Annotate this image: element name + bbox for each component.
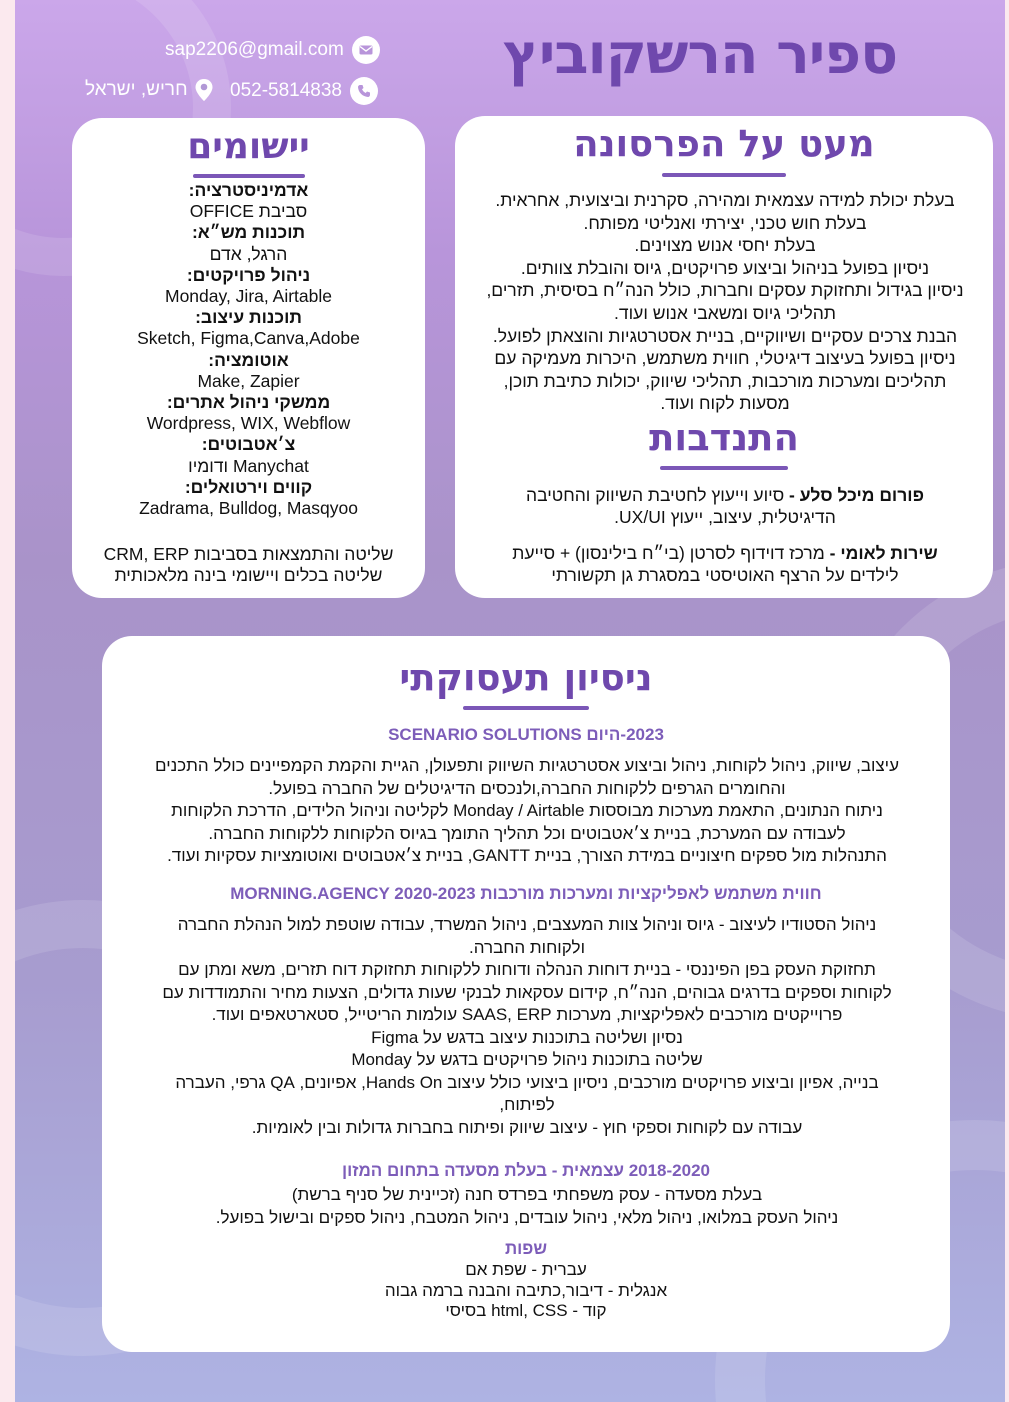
- about-title: מעט על הפרסונה: [573, 122, 875, 165]
- phone-icon: [350, 77, 378, 105]
- about-line: בעלת חוש טכני, יצירתי ואנליטי מפותח.: [583, 212, 867, 233]
- job-heading: חווית משתמש לאפליקציות ומערכות מורכבות MORNING.AGENCY 2020-2023: [230, 884, 822, 903]
- job-line: ניהול הסטודיו לעיצוב - גיוס וניהול צוות המעצבים, ניהול המשרד, עבודה שוטפת למול הנהלת החברה: [177, 915, 877, 934]
- email-contact[interactable]: [165, 36, 380, 64]
- language-line: אנגלית - דיבור,כתיבה והבנה ברמה גבוה: [384, 1280, 668, 1300]
- about-text: [465, 189, 985, 415]
- applications-list: [72, 180, 425, 519]
- languages-list: [102, 1260, 950, 1322]
- about-line: ניסיון בגידול ותחזוקת עסקים וחברות, כולל הנה״ח בסיסית, תזרים,: [486, 280, 964, 301]
- volunteering-separator: -: [784, 485, 800, 505]
- job-description: [132, 755, 922, 868]
- volunteering-desc: לילדים על הרצף האוטיסטי במסגרת גן תקשורתי: [551, 565, 899, 585]
- apps-group-value: סביבת OFFICE: [189, 201, 308, 222]
- applications-card: [72, 118, 425, 598]
- about-line: בעלת יכולת למידה עצמאית ומהירה, סקרנית וביצועית, אחראית.: [495, 190, 955, 210]
- apps-group-value: הרגל, אדם: [209, 243, 288, 264]
- experience-title: ניסיון תעסוקתי: [399, 656, 653, 699]
- job-description: [132, 1184, 922, 1229]
- about-line: תהליכי גיוס ומשאבי אנוש ועוד.: [614, 302, 836, 323]
- applications-title: יישומים: [187, 126, 310, 167]
- job-line: לפיתוח,: [499, 1095, 555, 1114]
- apps-group-heading: צ׳אטבוטים:: [201, 434, 296, 455]
- job-line: התנהלות מול ספקים חיצוניים במידת הצורך, בניית GANTT, בניית צ׳אטבוטים ואוטומציות עסקיות ועוד.: [167, 846, 887, 865]
- apps-footer-line: שליטה בכלים ויישומי בינה מלאכותית: [114, 565, 383, 585]
- page-edge: [1005, 0, 1009, 1402]
- job-line: ניהול העסק במלואו, ניהול מלאי, ניהול עובדים, ניהול המטבח, ניהול ספקים ובישול בפועל.: [215, 1207, 839, 1227]
- languages-heading: שפות: [504, 1239, 548, 1258]
- volunteering-separator: -: [824, 543, 841, 563]
- job-line: בעלת מסעדה - עסק משפחתי בפרדס חנה (זכיינית של סניף ברשת): [291, 1185, 763, 1204]
- volunteering-desc: מרכז דוידוף לסרטן (בי״ח בילינסון) + סייעת: [512, 543, 825, 563]
- volunteering-item: [475, 542, 975, 586]
- about-card: [455, 116, 993, 598]
- apps-group-value: Wordpress, WIX, Webflow: [146, 413, 351, 434]
- apps-group-value: Zadrama, Bulldog, Masqyoo: [139, 498, 358, 519]
- apps-group-heading: תוכנות עיצוב:: [195, 307, 302, 328]
- job-line: ניתוח הנתונים, התאמת מערכות מבוססות Monday / Airtable לקליטה וניהול הלידים, הדרכת הלקוחות: [171, 801, 883, 820]
- about-line: הבנת צרכים עסקיים ושיווקיים, בניית אסטרטגיות והוצאתן לפועל.: [492, 325, 958, 346]
- volunteering-desc: סיוע וייעוץ לחטיבת השיווק והחטיבה: [526, 485, 785, 505]
- experience-card: [102, 636, 950, 1352]
- apps-group-value: Make, Zapier: [197, 370, 300, 391]
- job-heading: 2018-2020 עצמאית - בעלת מסעדה בתחום המזון: [342, 1161, 710, 1180]
- about-line: ניסיון בפועל בניהול וביצוע פרויקטים, גיוס והובלת צוותים.: [520, 257, 930, 278]
- apps-footer-line: שליטה והתמצאות בסביבות CRM, ERP: [103, 544, 394, 564]
- about-line: תהליכים ומערכות מורכבות, תהליכי שיווק, יכולות כתיבת תוכן,: [503, 370, 947, 391]
- about-line: בעלת יחסי אנוש מצוינים.: [634, 235, 816, 256]
- volunteering-org: שירות לאומי: [840, 543, 938, 563]
- apps-group-heading: ממשקי ניהול אתרים:: [166, 392, 331, 413]
- job-line: עבודה עם לקוחות וספקי חוץ - עיצוב שיווק ופיתוח בחברות גדולות ובין לאומיות.: [251, 1117, 803, 1137]
- job-line: ולקוחות החברה.: [469, 937, 585, 957]
- location-text: חריש, ישראל: [85, 79, 188, 100]
- job-line: שליטה בתוכנות ניהול פרויקטים בדגש על Monday: [351, 1050, 703, 1069]
- job-description: [132, 914, 922, 1139]
- job-line: תחזוקת העסק בפן הפיננסי - בניית דוחות הנהלה ודוחות ללקוחות תחזוקת דוח תזרים, משא ומתן עם: [178, 960, 876, 979]
- apps-group-heading: קווים וירטואלים:: [184, 476, 313, 497]
- job-line: עיצוב, שיווק, ניהול לקוחות, ניהול וביצוע אסטרטגיות השיווק ותפעולן, הגיית והקמת הקמפיינים כולל התכנים: [155, 756, 899, 775]
- volunteering-title: התנדבות: [649, 416, 799, 459]
- title-underline: [662, 173, 786, 177]
- job-line: לעבודה עם המערכת, בניית צ׳אטבוטים וכל תהליך התומך בגיוס הלקוחות ללקוחות החברה.: [208, 823, 846, 843]
- job-line: בנייה, אפיון וביצוע פרויקטים מורכבים, ניסיון ביצועי כולל עיצוב Hands On, אפיונים, QA גרפי, העברה: [175, 1072, 879, 1092]
- apps-group-heading: תוכנות מש״א:: [191, 222, 306, 243]
- language-line: קוד - html, CSS בסיסי: [445, 1301, 607, 1320]
- apps-group-value: Manychat ודומיו: [188, 455, 309, 476]
- volunteering-desc: הדיגיטלית, עיצוב, ייעוץ UX/UI.: [614, 507, 836, 527]
- location-contact: [85, 78, 214, 102]
- person-name: ספיר הרשקוביץ: [502, 22, 898, 87]
- about-line: ניסיון בפועל בעיצוב דיגיטלי, חווית משתמש, היכרות מעמיקה עם: [494, 348, 956, 369]
- email-text: sap2206@gmail.com: [165, 39, 344, 60]
- apps-group-value: Monday, Jira, Airtable: [165, 286, 332, 307]
- apps-group-heading: אדמיניסטרציה:: [188, 180, 309, 200]
- phone-text: 052-5814838: [230, 80, 342, 101]
- language-line: עברית - שפת אם: [465, 1260, 587, 1279]
- apps-group-heading: אוטומציה:: [208, 349, 289, 370]
- applications-footer: [72, 544, 425, 586]
- job-line: והחומרים הגרפים ללקוחות החברה,ולנכסים הדיגיטלים של החברה בפועל.: [268, 778, 786, 798]
- title-underline: [660, 466, 788, 470]
- job-heading: 2023-היום SCENARIO SOLUTIONS: [388, 725, 664, 744]
- title-underline: [463, 706, 589, 710]
- envelope-icon: [352, 36, 380, 64]
- about-line: מסעות לקוח ועוד.: [660, 393, 790, 414]
- apps-group-heading: ניהול פרויקטים:: [186, 264, 311, 285]
- volunteering-org: פורום מיכל סלע: [799, 485, 924, 505]
- phone-contact[interactable]: [230, 77, 378, 105]
- job-line: לקוחות וספקים בדרגים גבוהים, הנה״ח, קידום עסקאות לבנקי שעות גדולים, הצעות מחיר והתמודדות עם: [162, 982, 892, 1002]
- volunteering-item: [475, 484, 975, 528]
- job-line: נסיון ושליטה בתוכנות עיצוב בדגש על Figma: [371, 1027, 683, 1047]
- resume-page: [15, 0, 1005, 1402]
- job-line: פרוייקטים מורכבים לאפליקציות, מערכות SAAS, ERP עולמות הריטייל, סטארטאפים ועוד.: [211, 1005, 843, 1024]
- title-underline: [193, 174, 305, 178]
- location-pin-icon: [194, 78, 214, 102]
- apps-group-value: Sketch, Figma,Canva,Adobe: [137, 328, 360, 349]
